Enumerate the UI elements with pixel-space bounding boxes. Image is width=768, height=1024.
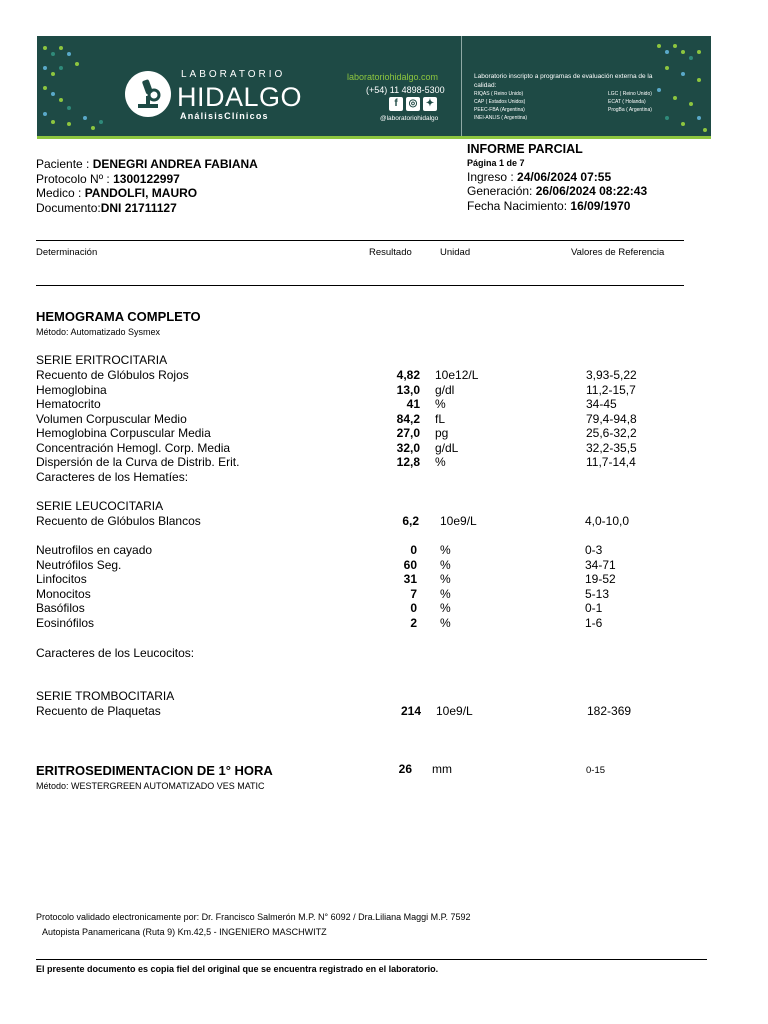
instagram-icon[interactable]: ◎ bbox=[406, 97, 420, 111]
table-row: Neutrofilos en cayado 0 % 0-3 bbox=[36, 543, 603, 557]
certifications-right bbox=[608, 90, 652, 114]
twitter-icon[interactable]: ✦ bbox=[423, 97, 437, 111]
certifications-left bbox=[474, 90, 527, 122]
lab-subtitle: AnálisisClínicos bbox=[180, 111, 269, 121]
facebook-icon[interactable]: f bbox=[389, 97, 403, 111]
doctor-name: PANDOLFI, MAURO bbox=[84, 186, 198, 200]
cert-item: INEI-ANLIS ( Argentina) bbox=[474, 115, 528, 121]
table-row: Dispersión de la Curva de Distrib. Erit. 12,8 % 11,7-14,4 bbox=[36, 455, 636, 469]
doctor-line: Medico : PANDOLFI, MAURO bbox=[36, 186, 198, 200]
section-title-eritrosedimentacion: ERITROSEDIMENTACION DE 1° HORA bbox=[36, 763, 273, 778]
protocol-line: Protocolo Nº : 1300122997 bbox=[36, 171, 180, 186]
divider bbox=[36, 959, 707, 960]
section-title-hemograma: HEMOGRAMA COMPLETO bbox=[36, 309, 201, 324]
table-row: Basófilos 0 % 0-1 bbox=[36, 601, 603, 615]
caracteres-hematies: Caracteres de los Hematíes: bbox=[36, 470, 189, 484]
generacion-date: 26/06/2024 08:22:43 bbox=[535, 184, 648, 198]
cert-item: LGC ( Reino Unido) bbox=[608, 91, 652, 97]
table-row: Neutrófilos Seg. 60 % 34-71 bbox=[36, 557, 616, 572]
report-title: INFORME PARCIAL bbox=[467, 142, 583, 156]
social-handle: @laboratoriohidalgo bbox=[380, 115, 439, 122]
column-header-resultado: Resultado bbox=[369, 247, 412, 258]
page-indicator: Página 1 de 7 bbox=[467, 157, 525, 168]
microscope-logo-icon bbox=[125, 71, 171, 117]
report-info bbox=[467, 142, 647, 213]
column-header-unidad: Unidad bbox=[440, 247, 471, 258]
method-eritrosedimentacion: Método: WESTERGREEN AUTOMATIZADO VES MATIC bbox=[36, 781, 265, 791]
patient-info bbox=[36, 157, 258, 215]
copy-note: El presente documento es copia fiel del original que se encuentra registrado en el laboratorio. bbox=[36, 964, 439, 974]
series-title-trombocitaria: SERIE TROMBOCITARIA bbox=[36, 689, 175, 703]
column-header-determinacion: Determinación bbox=[36, 247, 98, 258]
divider bbox=[36, 285, 684, 286]
series-title-leucocitaria: SERIE LEUCOCITARIA bbox=[36, 499, 164, 513]
table-row: Monocitos 7 % 5-13 bbox=[36, 586, 610, 601]
table-row: Hemoglobina Corpuscular Media 27,0 pg 25,6-32,2 bbox=[36, 426, 637, 440]
birth-date: 16/09/1970 bbox=[570, 198, 631, 213]
lab-address: Autopista Panamericana (Ruta 9) Km.42,5 - INGENIERO MASCHWITZ bbox=[42, 927, 327, 937]
website-link[interactable]: laboratoriohidalgo.com bbox=[347, 72, 439, 82]
cert-item: PEEC-FBA (Argentina) bbox=[474, 107, 525, 113]
series-title-eritrocitaria: SERIE ERITROCITARIA bbox=[36, 353, 168, 367]
table-row: Volumen Corpuscular Medio 84,2 fL 79,4-94,8 bbox=[36, 411, 637, 426]
table-row: 26 mm 0-15 bbox=[398, 762, 606, 776]
patient-name: DENEGRI ANDREA FABIANA bbox=[92, 157, 258, 171]
ingreso-date: 24/06/2024 07:55 bbox=[517, 169, 612, 184]
validation-note: Protocolo validado electronicamente por: Dr. Francisco Salmerón M.P. N° 6092 / Dra.Liliana Maggi M.P. 7592 bbox=[36, 912, 471, 922]
cert-item: ECAT ( Holanda) bbox=[608, 99, 646, 105]
cert-item: RIQAS ( Reino Unido) bbox=[474, 91, 524, 97]
protocol-number: 1300122997 bbox=[113, 171, 180, 186]
caracteres-leucocitos: Caracteres de los Leucocitos: bbox=[36, 646, 195, 660]
banner-dot-pattern-left bbox=[37, 36, 117, 136]
banner-accent-line bbox=[37, 136, 711, 139]
table-row: Hemoglobina 13,0 g/dl 11,2-15,7 bbox=[36, 382, 636, 397]
table-row: Eosinófilos 2 % 1-6 bbox=[36, 615, 603, 630]
patient-name-line: Paciente : DENEGRI ANDREA FABIANA bbox=[36, 157, 258, 171]
banner-dot-pattern-right bbox=[651, 36, 711, 136]
table-row: Recuento de Glóbulos Rojos 4,82 10e12/L 3,93-5,22 bbox=[36, 368, 637, 382]
lab-name: HIDALGO bbox=[177, 82, 303, 112]
cert-item: ProgBa ( Argentina) bbox=[608, 107, 652, 113]
birthdate-line: Fecha Nacimiento: 16/09/1970 bbox=[467, 198, 631, 213]
social-icons bbox=[389, 97, 437, 111]
document-line: Documento:DNI 21711127 bbox=[36, 200, 177, 215]
header-banner bbox=[37, 36, 711, 139]
cert-item: CAP ( Estados Unidos) bbox=[474, 99, 526, 105]
table-row: Linfocitos 31 % 19-52 bbox=[36, 572, 616, 586]
header-divider bbox=[461, 36, 462, 136]
method-hemograma: Método: Automatizado Sysmex bbox=[36, 327, 161, 337]
column-header-referencia: Valores de Referencia bbox=[571, 247, 665, 258]
table-row: Hematocrito 41 % 34-45 bbox=[36, 397, 617, 411]
phone-number: (+54) 11 4898-5300 bbox=[366, 85, 445, 95]
table-row: Recuento de Glóbulos Blancos 6,2 10e9/L 4,0-10,0 bbox=[36, 514, 630, 528]
document-number: DNI 21711127 bbox=[100, 200, 177, 215]
ingreso-line: Ingreso : 24/06/2024 07:55 bbox=[467, 169, 612, 184]
certification-title: Laboratorio inscripto a programas de evaluación externa de la calidad: bbox=[474, 73, 653, 89]
table-row: Recuento de Plaquetas 214 10e9/L 182-369 bbox=[36, 704, 632, 718]
table-row: Concentración Hemogl. Corp. Media 32,0 g/dL 32,2-35,5 bbox=[36, 440, 637, 455]
generacion-line: Generación: 26/06/2024 08:22:43 bbox=[467, 184, 648, 198]
divider bbox=[36, 240, 684, 241]
lab-label: LABORATORIO bbox=[181, 69, 286, 80]
